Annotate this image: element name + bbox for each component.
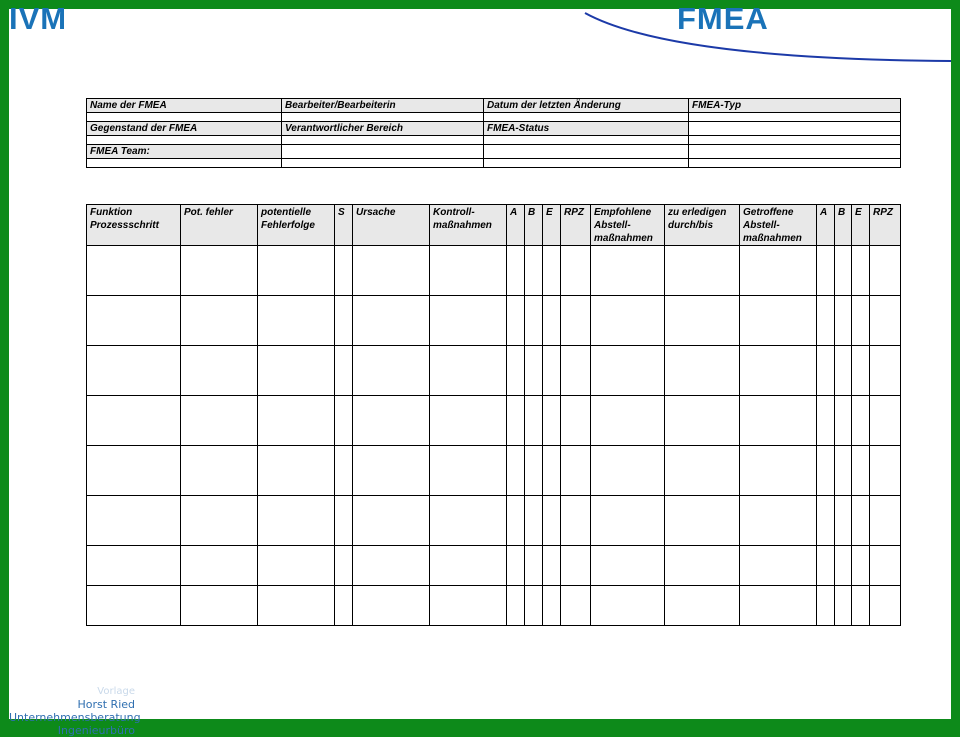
table-cell[interactable]	[591, 546, 665, 586]
column-header: Empfohlene Abstell- maßnahmen	[591, 205, 665, 246]
table-cell[interactable]	[852, 446, 870, 496]
table-row	[87, 246, 901, 296]
ivm-logo: IVM	[9, 1, 68, 36]
header-field-value[interactable]	[282, 113, 484, 122]
table-cell[interactable]	[740, 586, 817, 626]
table-cell[interactable]	[870, 396, 901, 446]
header-table-row	[87, 99, 901, 113]
table-cell[interactable]	[870, 346, 901, 396]
table-cell[interactable]	[870, 296, 901, 346]
table-cell[interactable]	[87, 496, 181, 546]
company-footer	[9, 685, 141, 737]
header-field-label: FMEA-Typ	[689, 99, 901, 113]
header-field-value[interactable]	[282, 159, 484, 168]
table-cell[interactable]	[525, 546, 543, 586]
table-cell[interactable]	[591, 246, 665, 296]
table-cell[interactable]	[561, 346, 591, 396]
header-table-row	[87, 145, 901, 159]
table-cell[interactable]	[740, 346, 817, 396]
table-cell[interactable]	[852, 586, 870, 626]
column-header: B	[835, 205, 852, 246]
column-header: Kontroll- maßnahmen	[430, 205, 507, 246]
table-cell[interactable]	[543, 296, 561, 346]
footer-office: Ingenieurbüro	[57, 724, 135, 737]
header-table-row	[87, 113, 901, 122]
footer-company: Unternehmensberatung	[9, 711, 141, 724]
table-cell[interactable]	[561, 496, 591, 546]
table-cell[interactable]	[543, 496, 561, 546]
table-cell[interactable]	[430, 246, 507, 296]
header-field-value[interactable]	[87, 159, 282, 168]
table-cell[interactable]	[507, 496, 525, 546]
table-cell[interactable]	[181, 496, 258, 546]
column-header: A	[507, 205, 525, 246]
table-row	[87, 586, 901, 626]
table-cell[interactable]	[817, 296, 835, 346]
table-cell[interactable]	[525, 446, 543, 496]
table-cell[interactable]	[430, 586, 507, 626]
table-cell[interactable]	[430, 296, 507, 346]
column-header: B	[525, 205, 543, 246]
table-cell[interactable]	[353, 346, 430, 396]
table-cell[interactable]	[870, 446, 901, 496]
table-row	[87, 396, 901, 446]
table-cell[interactable]	[870, 246, 901, 296]
table-cell[interactable]	[665, 246, 740, 296]
table-cell[interactable]	[258, 346, 335, 396]
table-cell[interactable]	[353, 246, 430, 296]
header-field-label: Gegenstand der FMEA	[87, 122, 282, 136]
table-cell[interactable]	[852, 346, 870, 396]
table-cell[interactable]	[817, 396, 835, 446]
table-cell[interactable]	[258, 246, 335, 296]
table-cell[interactable]	[665, 396, 740, 446]
column-header: E	[852, 205, 870, 246]
table-cell[interactable]	[740, 496, 817, 546]
header-field-value[interactable]	[282, 136, 484, 145]
table-cell[interactable]	[353, 546, 430, 586]
table-cell[interactable]	[87, 396, 181, 446]
table-cell[interactable]	[507, 246, 525, 296]
document-page	[9, 1, 951, 737]
table-cell[interactable]	[835, 346, 852, 396]
table-cell[interactable]	[835, 546, 852, 586]
table-cell[interactable]	[817, 246, 835, 296]
table-cell[interactable]	[430, 346, 507, 396]
table-cell[interactable]	[353, 446, 430, 496]
header-field-value[interactable]	[689, 145, 901, 159]
header-field-label: Bearbeiter/Bearbeiterin	[282, 99, 484, 113]
column-header: Funktion Prozessschritt	[87, 205, 181, 246]
column-header: RPZ	[561, 205, 591, 246]
table-cell[interactable]	[817, 546, 835, 586]
table-cell[interactable]	[507, 446, 525, 496]
table-cell[interactable]	[335, 346, 353, 396]
table-cell[interactable]	[181, 446, 258, 496]
header-field-label: FMEA-Status	[484, 122, 689, 136]
header-field-value[interactable]	[689, 159, 901, 168]
table-cell[interactable]	[181, 586, 258, 626]
table-cell[interactable]	[665, 346, 740, 396]
header-table-row	[87, 159, 901, 168]
table-cell[interactable]	[525, 246, 543, 296]
table-cell[interactable]	[181, 546, 258, 586]
column-header: S	[335, 205, 353, 246]
table-cell[interactable]	[543, 346, 561, 396]
table-cell[interactable]	[525, 396, 543, 446]
table-cell[interactable]	[87, 346, 181, 396]
table-cell[interactable]	[258, 546, 335, 586]
header-field-value[interactable]	[87, 136, 282, 145]
footer-name: Horst Ried	[77, 698, 135, 711]
table-cell[interactable]	[817, 496, 835, 546]
table-cell[interactable]	[665, 446, 740, 496]
table-cell[interactable]	[353, 496, 430, 546]
table-cell[interactable]	[335, 446, 353, 496]
column-header: Getroffene Abstell- maßnahmen	[740, 205, 817, 246]
column-header: potentielle Fehlerfolge	[258, 205, 335, 246]
table-cell[interactable]	[740, 246, 817, 296]
table-cell[interactable]	[665, 586, 740, 626]
table-row	[87, 446, 901, 496]
column-header: RPZ	[870, 205, 901, 246]
table-cell[interactable]	[543, 446, 561, 496]
table-cell[interactable]	[817, 346, 835, 396]
table-cell[interactable]	[835, 586, 852, 626]
table-cell[interactable]	[335, 296, 353, 346]
table-cell[interactable]	[870, 546, 901, 586]
table-cell[interactable]	[335, 246, 353, 296]
table-cell[interactable]	[353, 296, 430, 346]
table-cell[interactable]	[181, 296, 258, 346]
footer-faint-label: Vorlage	[97, 686, 135, 697]
table-cell[interactable]	[852, 296, 870, 346]
header-field-value[interactable]	[484, 113, 689, 122]
table-cell[interactable]	[870, 496, 901, 546]
table-cell[interactable]	[591, 296, 665, 346]
table-cell[interactable]	[543, 586, 561, 626]
table-cell[interactable]	[740, 546, 817, 586]
header-field-label: Datum der letzten Änderung	[484, 99, 689, 113]
table-cell[interactable]	[525, 496, 543, 546]
table-cell[interactable]	[335, 396, 353, 446]
table-cell[interactable]	[525, 586, 543, 626]
table-cell[interactable]	[561, 246, 591, 296]
header-field-value[interactable]	[689, 113, 901, 122]
table-cell[interactable]	[561, 396, 591, 446]
table-cell[interactable]	[817, 446, 835, 496]
table-cell[interactable]	[665, 296, 740, 346]
table-cell[interactable]	[740, 446, 817, 496]
table-cell[interactable]	[835, 446, 852, 496]
table-cell[interactable]	[181, 246, 258, 296]
table-cell[interactable]	[335, 546, 353, 586]
table-cell[interactable]	[665, 546, 740, 586]
table-cell[interactable]	[258, 396, 335, 446]
table-cell[interactable]	[870, 586, 901, 626]
header-table-row	[87, 136, 901, 145]
header-field-value[interactable]	[689, 136, 901, 145]
table-cell[interactable]	[430, 496, 507, 546]
table-cell[interactable]	[852, 396, 870, 446]
header-field-label: Verantwortlicher Bereich	[282, 122, 484, 136]
table-cell[interactable]	[561, 586, 591, 626]
header-field-value[interactable]	[689, 122, 901, 136]
table-cell[interactable]	[507, 586, 525, 626]
table-cell[interactable]	[525, 346, 543, 396]
column-header: E	[543, 205, 561, 246]
table-cell[interactable]	[591, 346, 665, 396]
table-cell[interactable]	[740, 396, 817, 446]
table-row	[87, 346, 901, 396]
fmea-logo: FMEA	[677, 1, 769, 36]
table-cell[interactable]	[87, 246, 181, 296]
table-cell[interactable]	[835, 246, 852, 296]
table-row	[87, 496, 901, 546]
table-cell[interactable]	[181, 346, 258, 396]
table-cell[interactable]	[852, 496, 870, 546]
table-cell[interactable]	[430, 446, 507, 496]
table-cell[interactable]	[87, 446, 181, 496]
table-cell[interactable]	[353, 586, 430, 626]
table-cell[interactable]	[591, 446, 665, 496]
header-field-value[interactable]	[484, 136, 689, 145]
table-cell[interactable]	[835, 396, 852, 446]
header-field-label: Name der FMEA	[87, 99, 282, 113]
table-cell[interactable]	[543, 246, 561, 296]
table-row	[87, 296, 901, 346]
table-cell[interactable]	[740, 296, 817, 346]
table-cell[interactable]	[852, 546, 870, 586]
table-cell[interactable]	[258, 296, 335, 346]
header-table-row	[87, 122, 901, 136]
table-cell[interactable]	[561, 446, 591, 496]
table-cell[interactable]	[561, 296, 591, 346]
header-field-label: FMEA Team:	[87, 145, 282, 159]
column-header: A	[817, 205, 835, 246]
table-cell[interactable]	[258, 496, 335, 546]
table-cell[interactable]	[430, 546, 507, 586]
fmea-analysis-table	[86, 204, 901, 626]
decorative-swoosh	[9, 9, 951, 79]
table-cell[interactable]	[181, 396, 258, 446]
table-cell[interactable]	[507, 346, 525, 396]
column-header: Pot. fehler	[181, 205, 258, 246]
table-cell[interactable]	[665, 496, 740, 546]
table-cell[interactable]	[87, 586, 181, 626]
table-cell[interactable]	[507, 546, 525, 586]
column-header-row	[87, 205, 901, 246]
fmea-header-table	[86, 98, 901, 168]
table-cell[interactable]	[430, 396, 507, 446]
table-cell[interactable]	[258, 446, 335, 496]
header-field-value[interactable]	[484, 145, 689, 159]
table-cell[interactable]	[561, 546, 591, 586]
table-cell[interactable]	[543, 546, 561, 586]
table-cell[interactable]	[258, 586, 335, 626]
table-cell[interactable]	[591, 396, 665, 446]
table-cell[interactable]	[835, 296, 852, 346]
table-cell[interactable]	[353, 396, 430, 446]
table-cell[interactable]	[835, 496, 852, 546]
header-field-value[interactable]	[87, 113, 282, 122]
table-cell[interactable]	[817, 586, 835, 626]
table-cell[interactable]	[525, 296, 543, 346]
table-cell[interactable]	[335, 586, 353, 626]
table-cell[interactable]	[591, 586, 665, 626]
column-header: zu erledigen durch/bis	[665, 205, 740, 246]
table-cell[interactable]	[852, 246, 870, 296]
table-cell[interactable]	[335, 496, 353, 546]
table-cell[interactable]	[507, 296, 525, 346]
table-cell[interactable]	[543, 396, 561, 446]
table-cell[interactable]	[87, 296, 181, 346]
table-cell[interactable]	[591, 496, 665, 546]
table-cell[interactable]	[87, 546, 181, 586]
table-row	[87, 546, 901, 586]
table-cell[interactable]	[507, 396, 525, 446]
header-field-value[interactable]	[484, 159, 689, 168]
column-header: Ursache	[353, 205, 430, 246]
header-field-value[interactable]	[282, 145, 484, 159]
